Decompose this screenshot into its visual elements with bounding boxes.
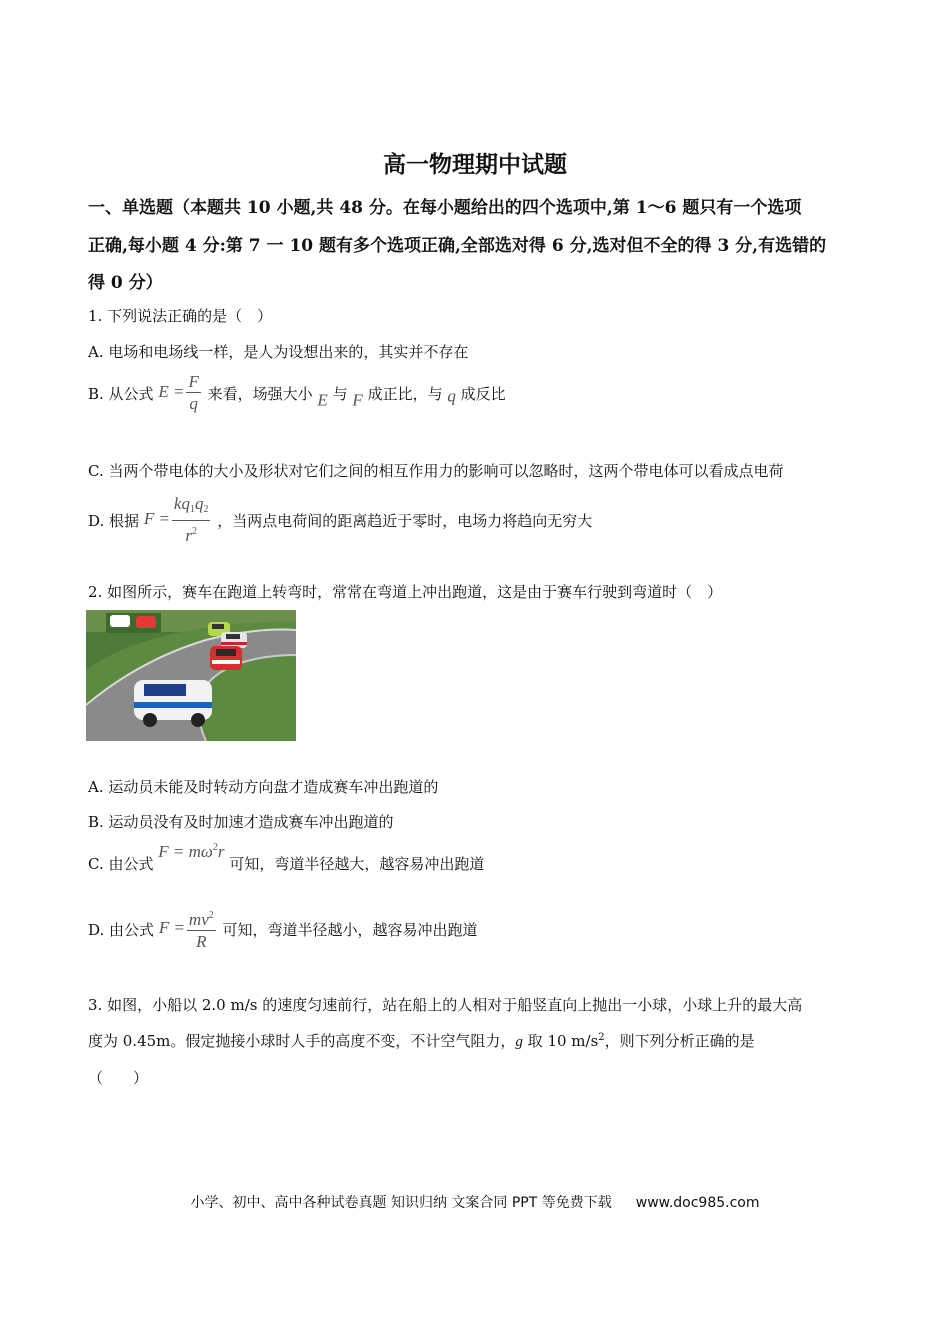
symbol-q: q — [447, 386, 456, 406]
section-heading-line1: 一、单选题（本题共 10 小题,共 48 分。在每小题给出的四个选项中,第 1～6 题只有一个选项 — [88, 198, 802, 218]
q2-option-c: C. 由公式 $F = m\omega^2r$ 可知，弯道半径越大，越容易冲出跑道 — [88, 842, 485, 873]
footer-url[interactable]: www.doc985.com — [635, 1195, 760, 1211]
q1-stem: 1. 下列说法正确的是（ ） — [88, 307, 273, 325]
q2-stem: 2. 如图所示，赛车在跑道上转弯时，常常在弯道上冲出跑道，这是由于赛车行驶到弯道时（ ） — [88, 583, 723, 601]
page-title: 高一物理期中试题 — [383, 151, 567, 178]
q2-option-a: A. 运动员未能及时转动方向盘才造成赛车冲出跑道的 — [88, 778, 439, 796]
q2-option-d: D. 由公式 F = $\frac{mv^2}{R}$ 可知，弯道半径越小，越容易冲出跑道 — [88, 906, 478, 953]
q3-answer-blank: （ ） — [88, 1069, 149, 1087]
symbol-e: E — [317, 390, 328, 410]
formula-coulomb-law: F = $\frac{kq_1q_2}{r^2}$ — [143, 494, 209, 545]
q1-option-c: C. 当两个带电体的大小及形状对它们之间的相互作用力的影响可以忽略时，这两个带电体可以看成点电荷 — [88, 462, 784, 480]
q3-line2: 度为 0.45m。假定抛接小球时人手的高度不变，不计空气阻力，g 取 10 $m/s^2$，则下列分析正确的是 — [88, 1032, 755, 1050]
footer-text: 小学、初中、高中各种试卷真题 知识归纳 文案合同 PPT 等免费下载 — [190, 1195, 612, 1211]
formula-f-mv-squared-over-r: F = $\frac{mv^2}{R}$ — [159, 918, 218, 937]
q3-line1: 3. 如图，小船以 2.0 m/s 的速度匀速前行，站在船上的人相对于船竖直向上抛出一小球，小球上升的最大高 — [88, 996, 803, 1014]
q1-option-d: D. 根据 F = $\frac{kq_1q_2}{r^2}$ ，当两点电荷间的距离趋近于零时，电场力将趋向无穷大 — [88, 494, 593, 545]
formula-f-m-omega-squared-r: $F = m\omega^2r$ — [158, 842, 225, 861]
race-track-image — [86, 610, 296, 741]
section-heading-line2: 正确,每小题 4 分:第 7 一 10 题有多个选项正确,全部选对得 6 分,选对但不全的得 3 分,有选错的 — [88, 236, 827, 256]
symbol-f: F — [352, 390, 363, 410]
race-cars-photo — [86, 610, 296, 741]
page-footer — [0, 1192, 950, 1212]
q2-option-b: B. 运动员没有及时加速才造成赛车冲出跑道的 — [88, 813, 394, 831]
q1-option-b: B. 从公式 E = $\frac{F}{q}$ 来看，场强大小 E 与 F 成正比，与 q 成反比 — [88, 372, 506, 413]
q1-option-a: A. 电场和电场线一样，是人为设想出来的，其实并不存在 — [88, 343, 469, 361]
section-heading-line3: 得 0 分） — [88, 273, 163, 293]
formula-e-equals-f-over-q: E = $\frac{F}{q}$ — [158, 372, 199, 413]
